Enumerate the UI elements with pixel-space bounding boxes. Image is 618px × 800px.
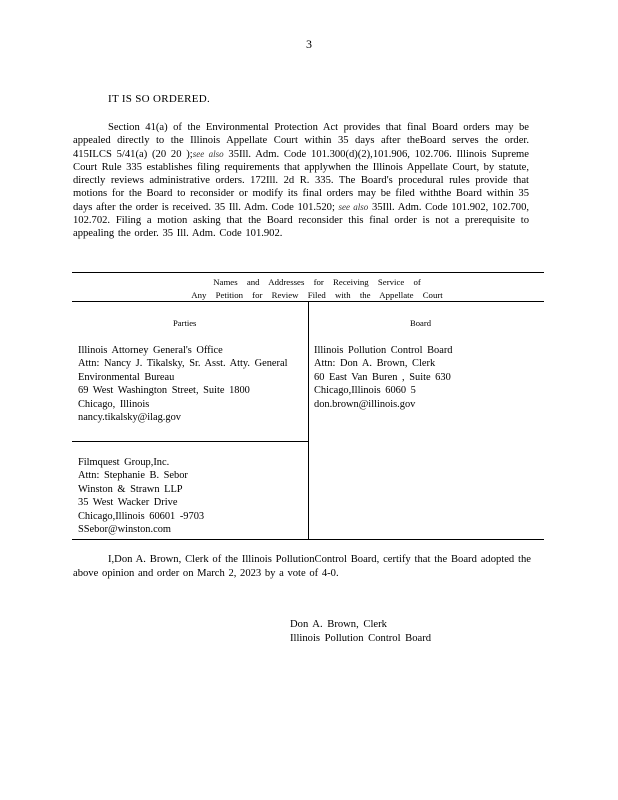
- ag-name: Illinois Attorney General's Office: [78, 345, 223, 356]
- board-email: don.brown@illinois.gov: [314, 398, 416, 410]
- signature-name: Don A. Brown, Clerk: [290, 619, 387, 630]
- board-address: [314, 344, 453, 411]
- fq-attn: Attn: Stephanie B. Sebor: [78, 470, 188, 482]
- table-column-divider: [308, 301, 309, 539]
- ag-street: 69 West Washington Street, Suite 1800: [78, 385, 250, 397]
- appeal-rights-paragraph: [73, 121, 529, 241]
- fq-email: SSebor@winston.com: [78, 524, 171, 536]
- board-column-heading: Board: [410, 318, 432, 328]
- table-top-rule: [72, 272, 544, 273]
- ag-attn: Attn: Nancy J. Tikalsky, Sr. Asst. Atty. General: [78, 358, 288, 370]
- so-ordered-heading: IT IS SO ORDERED.: [108, 93, 211, 105]
- board-attn: Attn: Don A. Brown, Clerk: [314, 358, 436, 370]
- board-name: Illinois Pollution Control Board: [314, 345, 453, 356]
- service-table-header: [152, 276, 482, 302]
- header-line-1: Names and Addresses for Receiving Service of: [213, 277, 421, 287]
- signature-org: Illinois Pollution Control Board: [290, 633, 432, 644]
- ag-email: nancy.tikalsky@ilag.gov: [78, 412, 181, 424]
- fq-street: 35 West Wacker Drive: [78, 497, 178, 509]
- parties-column-heading: Parties: [173, 318, 197, 328]
- appeal-text-part1: Section 41(a) of the Environmental Protection Act provides that final Board orders may be appealed directly to the Illinois Appellate Court within 35 days after theBoard serves the order. 415ILCS 5/41(a) (20 20 );: [73, 122, 529, 160]
- appeal-text-part3: 35Ill. Adm. Code 101.902, 102.700, 102.702. Filing a motion asking that the Board reconsider this final order is not a prerequisite to appealing the order. 35 Ill. Adm. Code 101.902.: [73, 201, 530, 240]
- see-also-signal-1: see also: [192, 148, 224, 159]
- parties-row-divider: [72, 441, 308, 442]
- board-city: Chicago,Illinois 6060 5: [314, 385, 416, 397]
- ag-city: Chicago, Illinois: [78, 398, 150, 410]
- fq-city: Chicago,Illinois 60601 -9703: [78, 510, 205, 522]
- see-also-signal-2: see also: [338, 201, 369, 212]
- appeal-text-part2: 35Ill. Adm. Code 101.300(d)(2),101.906, 102.706. Illinois Supreme Court Rule 335 establishes filing requirements that applywhen the Illinois Appellate Court, by statute, directly reviews administrative orders. 172Ill. 2d R. 335. The Board's procedural rules provide that motions for the Board to reconsider or modify its final orders may be filed withthe Board within 35 days after the order is received. 35 Ill. Adm. Code 101.520;: [73, 148, 529, 213]
- fq-name: Filmquest Group,Inc.: [78, 457, 170, 468]
- certification-paragraph: I,Don A. Brown, Clerk of the Illinois PollutionControl Board, certify that the Board adopted the above opinion and order on March 2, 2023 by a vote of 4-0.: [73, 554, 531, 579]
- ag-bureau: Environmental Bureau: [78, 371, 175, 383]
- header-line-2: Any Petition for Review Filed with the Appellate Court: [191, 290, 443, 300]
- attorney-general-address: [78, 344, 306, 424]
- filmquest-address: [78, 456, 204, 536]
- board-street: 60 East Van Buren , Suite 630: [314, 371, 451, 383]
- signature-block: [290, 618, 431, 646]
- page-number: 3: [306, 37, 312, 51]
- table-bottom-rule: [72, 539, 544, 540]
- service-list-table: [72, 272, 544, 540]
- fq-firm: Winston & Strawn LLP: [78, 483, 183, 495]
